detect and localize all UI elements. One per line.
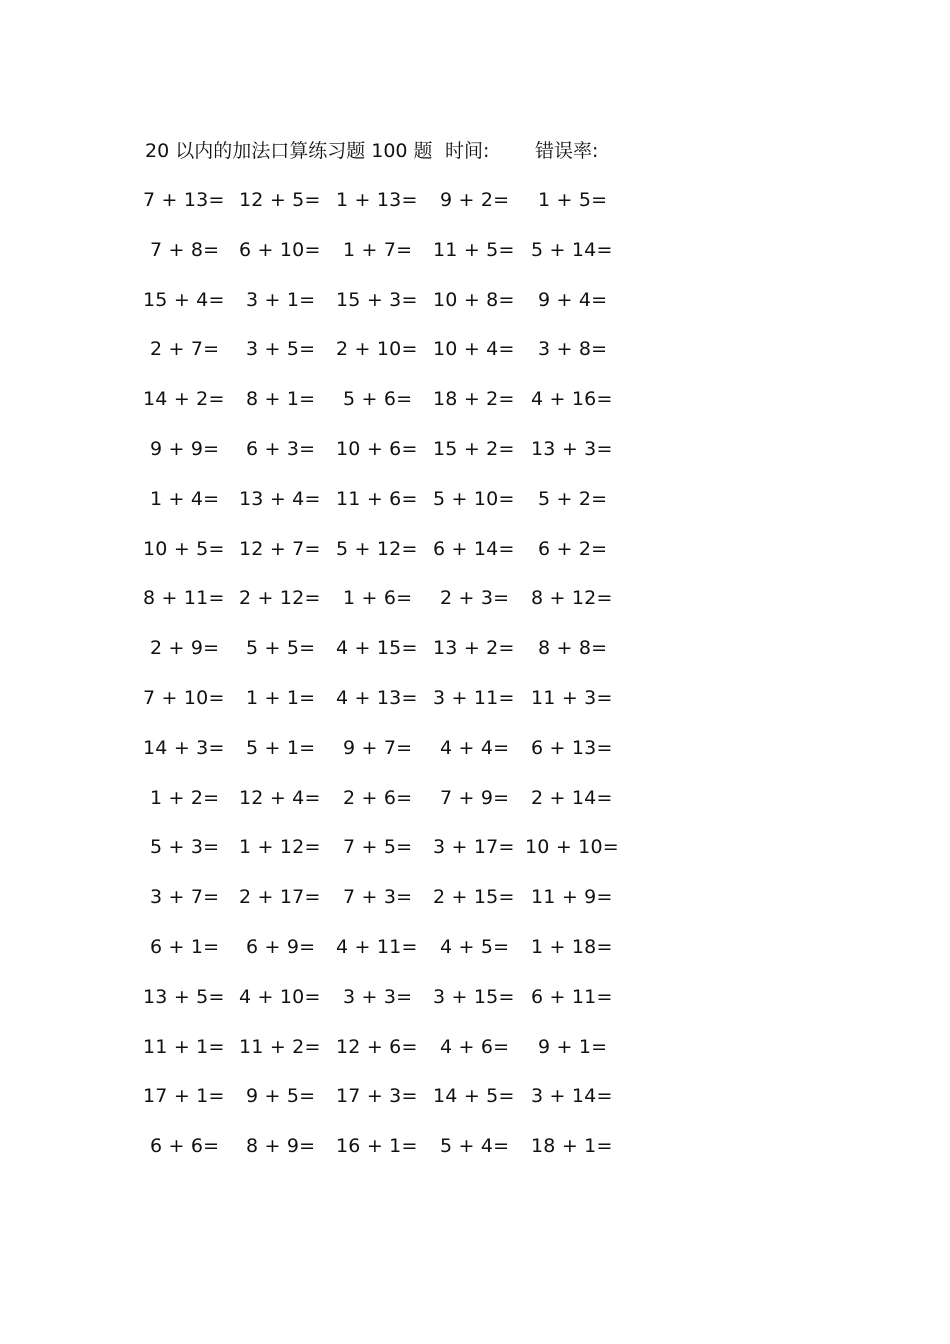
problem-item: 8 + 11= [143,587,225,609]
problem-item: 4 + 4= [440,737,510,759]
problem-item: 9 + 7= [343,737,413,759]
problem-item: 17 + 3= [336,1085,418,1107]
problem-item: 2 + 14= [531,787,613,809]
problem-item: 4 + 13= [336,687,418,709]
problem-item: 17 + 1= [143,1085,225,1107]
problem-item: 6 + 9= [246,936,316,958]
problem-item: 14 + 5= [433,1085,515,1107]
problem-item: 5 + 1= [246,737,316,759]
problem-item: 8 + 9= [246,1135,316,1157]
problem-item: 3 + 3= [343,986,413,1008]
problem-item: 6 + 2= [538,538,608,560]
problem-item: 3 + 14= [531,1085,613,1107]
problem-item: 3 + 7= [150,886,220,908]
problem-item: 15 + 3= [336,289,418,311]
problem-item: 3 + 11= [433,687,515,709]
problem-item: 13 + 4= [239,488,321,510]
problem-item: 1 + 13= [336,189,418,211]
problem-item: 13 + 3= [531,438,613,460]
problem-item: 12 + 4= [239,787,321,809]
problem-item: 1 + 12= [239,836,321,858]
problem-item: 4 + 6= [440,1036,510,1058]
problem-item: 10 + 10= [525,836,619,858]
problem-item: 12 + 6= [336,1036,418,1058]
problem-item: 11 + 6= [336,488,418,510]
problem-item: 7 + 13= [143,189,225,211]
problem-item: 18 + 2= [433,388,515,410]
problem-item: 3 + 15= [433,986,515,1008]
problem-item: 7 + 9= [440,787,510,809]
problem-item: 3 + 8= [538,338,608,360]
problem-item: 5 + 6= [343,388,413,410]
problem-item: 6 + 10= [239,239,321,261]
problem-item: 6 + 3= [246,438,316,460]
problem-item: 1 + 4= [150,488,220,510]
problem-item: 15 + 4= [143,289,225,311]
problem-item: 7 + 5= [343,836,413,858]
problem-item: 4 + 15= [336,637,418,659]
problem-item: 8 + 1= [246,388,316,410]
problem-item: 1 + 2= [150,787,220,809]
problem-item: 1 + 7= [343,239,413,261]
error-rate-label: 错误率: [535,140,599,162]
problem-item: 2 + 6= [343,787,413,809]
problem-item: 6 + 11= [531,986,613,1008]
problem-item: 13 + 2= [433,637,515,659]
problem-item: 12 + 5= [239,189,321,211]
problem-item: 3 + 1= [246,289,316,311]
problem-item: 2 + 7= [150,338,220,360]
problem-item: 14 + 2= [143,388,225,410]
problem-item: 5 + 14= [531,239,613,261]
problem-item: 10 + 6= [336,438,418,460]
problem-item: 9 + 9= [150,438,220,460]
problem-item: 5 + 12= [336,538,418,560]
problem-item: 11 + 2= [239,1036,321,1058]
problem-item: 2 + 17= [239,886,321,908]
problem-item: 1 + 1= [246,687,316,709]
problem-item: 4 + 10= [239,986,321,1008]
problem-item: 3 + 17= [433,836,515,858]
problem-item: 9 + 2= [440,189,510,211]
problem-item: 1 + 6= [343,587,413,609]
problem-item: 10 + 5= [143,538,225,560]
problem-item: 9 + 4= [538,289,608,311]
problem-item: 9 + 5= [246,1085,316,1107]
problem-item: 10 + 4= [433,338,515,360]
problem-item: 5 + 10= [433,488,515,510]
problem-item: 16 + 1= [336,1135,418,1157]
problem-item: 2 + 10= [336,338,418,360]
problem-item: 4 + 16= [531,388,613,410]
problem-item: 11 + 3= [531,687,613,709]
problem-item: 6 + 6= [150,1135,220,1157]
problem-item: 14 + 3= [143,737,225,759]
problem-item: 9 + 1= [538,1036,608,1058]
problem-item: 18 + 1= [531,1135,613,1157]
problem-item: 11 + 9= [531,886,613,908]
time-label: 时间: [445,140,490,162]
problem-item: 7 + 3= [343,886,413,908]
problem-item: 4 + 5= [440,936,510,958]
problem-item: 4 + 11= [336,936,418,958]
problem-item: 6 + 14= [433,538,515,560]
problem-item: 5 + 5= [246,637,316,659]
problem-item: 6 + 13= [531,737,613,759]
problem-item: 1 + 18= [531,936,613,958]
problem-item: 5 + 3= [150,836,220,858]
problem-item: 2 + 3= [440,587,510,609]
problem-item: 11 + 5= [433,239,515,261]
problem-item: 2 + 15= [433,886,515,908]
problem-item: 5 + 4= [440,1135,510,1157]
problem-item: 2 + 12= [239,587,321,609]
problem-item: 15 + 2= [433,438,515,460]
problem-item: 12 + 7= [239,538,321,560]
problem-item: 13 + 5= [143,986,225,1008]
problem-item: 10 + 8= [433,289,515,311]
problem-item: 7 + 10= [143,687,225,709]
problem-item: 5 + 2= [538,488,608,510]
problem-item: 7 + 8= [150,239,220,261]
problem-item: 8 + 12= [531,587,613,609]
worksheet-title: 20 以内的加法口算练习题 100 题 [145,140,433,162]
problem-item: 3 + 5= [246,338,316,360]
problem-item: 8 + 8= [538,637,608,659]
problem-item: 6 + 1= [150,936,220,958]
problem-item: 2 + 9= [150,637,220,659]
problem-item: 1 + 5= [538,189,608,211]
problem-item: 11 + 1= [143,1036,225,1058]
